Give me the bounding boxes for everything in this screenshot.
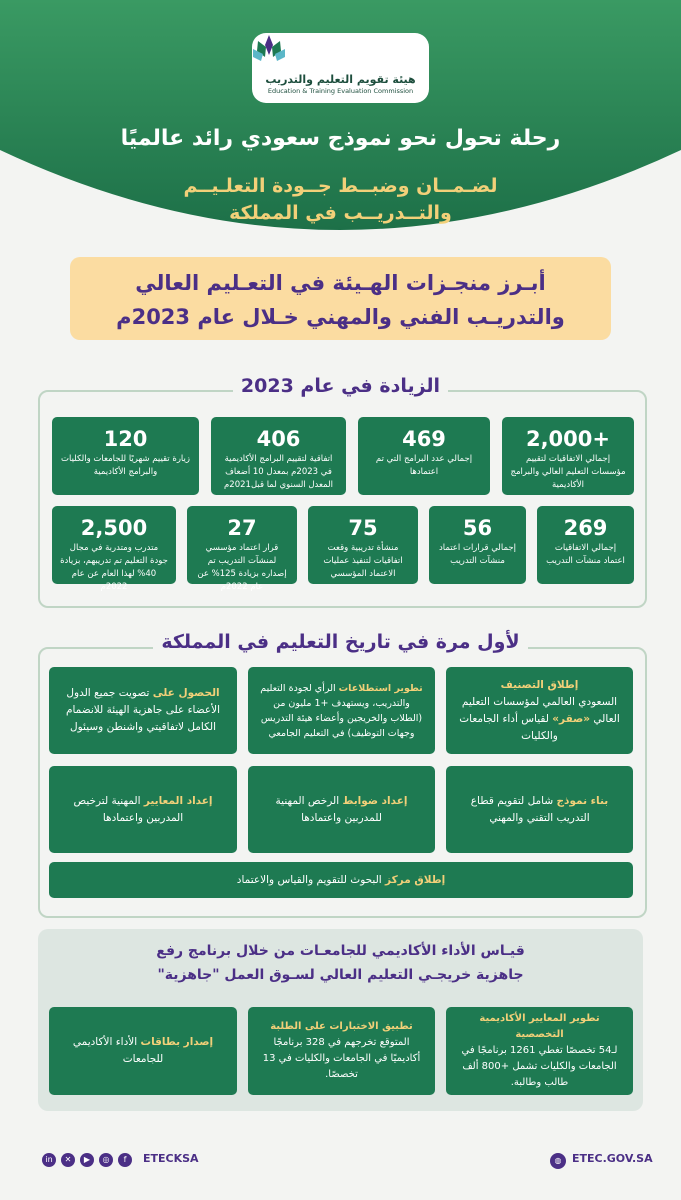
logo-text-english: Education & Training Evaluation Commission <box>267 87 414 95</box>
card-text: تصويت جميع الدول الأعضاء على جاهزية الهيئة للانضمام الكامل لاتفاقيتي واشنطن وسيئول <box>65 687 220 733</box>
research-center-card <box>49 862 633 898</box>
increase-title-text: الزيادة في عام 2023 <box>233 375 448 397</box>
highlight-text: إطلاق مركز <box>385 874 446 886</box>
card-text: المتوقع تخرجهم في 328 برنامجًا أكاديميًا في الجامعات والكليات في 13 تخصصًا. <box>262 1037 421 1080</box>
stat-caption: منشأة تدريبية وقعت اتفاقيات لتنفيذ عمليات الاعتماد المؤسسي <box>323 543 403 579</box>
first-time-title <box>0 631 681 653</box>
card-text: الرخص المهنية للمدربين واعتمادها <box>275 794 382 824</box>
logo-text-arabic: هيئة تقويم التعليم والتدريب <box>265 73 416 86</box>
logo <box>252 33 429 103</box>
highlight-text: تطوير المعايير الأكاديمية التخصصية <box>479 1013 600 1040</box>
hero-title: رحلة تحول نحو نموذج سعودي رائد عالميًا <box>120 126 561 151</box>
hero-subtitle-line1: لضـمــان وضبــط جــودة التعلـيــم <box>183 175 498 197</box>
banner-line1: أبـرز منجـزات الهـيئة في التعـليم العالي <box>135 271 546 295</box>
social-handle[interactable]: ETECKSA <box>143 1152 199 1165</box>
card-text: شامل لتقويم قطاع التدريب التقني والمهني <box>470 794 590 824</box>
achievements-banner <box>70 257 611 340</box>
stat-card <box>429 506 526 584</box>
logo-mark-icon <box>252 33 286 63</box>
first-card <box>446 667 633 754</box>
card-text: لقياس أداء الجامعات والكليات <box>459 712 558 742</box>
increase-title <box>0 375 681 397</box>
card-text: الأداء الأكاديمي للجامعات <box>72 1036 164 1065</box>
stat-card <box>358 417 490 495</box>
stat-number: 2,500 <box>80 516 148 540</box>
globe-icon[interactable]: ◍ <box>550 1153 566 1169</box>
highlight-text: تطبيق الاختبارات على الطلبة <box>270 1021 413 1032</box>
card-text: الرأي لجودة التعليم والتدريب، ويستهدف +1 مليون من (الطلاب والخريجين وأعضاء هيئة التدريس وجهات التوظيف) في التعليم الجامعي <box>260 682 423 739</box>
stat-card <box>52 417 199 495</box>
stat-card <box>308 506 418 584</box>
stat-card <box>52 506 176 592</box>
highlight-text: إصدار بطاقات <box>140 1036 214 1048</box>
stat-number: 120 <box>103 427 148 451</box>
stat-caption: إجمالي الاتفاقيات اعتماد منشآت التدريب <box>546 543 625 566</box>
highlight-text: بناء نموذج <box>556 794 609 807</box>
stat-number: +2,000 <box>525 427 611 451</box>
highlight-text: إعداد المعايير <box>143 794 213 807</box>
stat-caption: إجمالي الاتفاقيات لتقييم مؤسسات التعليم العالي والبرامج الأكاديمية <box>510 454 626 490</box>
stat-card <box>211 417 346 495</box>
hero-header <box>0 0 681 258</box>
first-card <box>248 667 435 754</box>
highlight-text: «صقر» <box>552 712 591 725</box>
stat-caption: زيارة تقييم شهريًا للجامعات والكليات والبرامج الأكاديمية <box>60 454 190 477</box>
first-time-title-text: لأول مرة في تاريخ التعليم في المملكة <box>153 631 527 653</box>
facebook-icon[interactable]: f <box>118 1153 132 1167</box>
footer <box>0 1140 681 1180</box>
stat-card <box>187 506 297 592</box>
x-icon[interactable]: ✕ <box>61 1153 75 1167</box>
first-card <box>49 766 237 853</box>
linkedin-icon[interactable]: in <box>42 1153 56 1167</box>
card-text: البحوث للتقويم والقياس والاعتماد <box>236 874 382 886</box>
banner-line2: والتدريـب الفني والمهني خـلال عام 2023م <box>116 305 565 329</box>
measure-card <box>446 1007 633 1095</box>
stat-caption: إجمالي عدد البرامج التي تم اعتمادها <box>375 454 473 477</box>
measure-card <box>49 1007 237 1095</box>
stat-caption: إجمالي قرارات اعتماد منشآت التدريب <box>438 543 517 566</box>
stat-number: 269 <box>563 516 608 540</box>
highlight-text: تطوير استطلاعات <box>338 682 423 694</box>
first-card <box>49 667 237 754</box>
card-text: المهنية لترخيص المدربين واعتمادها <box>73 794 184 824</box>
instagram-icon[interactable]: ◎ <box>99 1153 113 1167</box>
stat-number: 56 <box>462 516 493 540</box>
stat-number: 469 <box>402 427 446 451</box>
stat-card <box>537 506 634 584</box>
first-card <box>446 766 633 853</box>
stat-caption: متدرب ومتدربة في مجال جودة التعليم تم تدريبهم، بزيادة 40% لهذا العام عن عام 2022م <box>60 543 168 592</box>
highlight-text: إطلاق التصنيف <box>500 678 579 691</box>
card-text: السعودي العالمي لمؤسسات التعليم العالي <box>461 695 620 725</box>
highlight-text: إعداد ضوابط <box>342 794 408 807</box>
stat-number: 406 <box>256 427 301 451</box>
measure-card <box>248 1007 435 1095</box>
highlight-text: الحصول على <box>152 687 220 699</box>
stat-number: 27 <box>227 516 257 540</box>
stat-caption: اتفاقية لتقييم البرامج الأكاديمية في 2023م بمعدل 10 أضعاف المعدل السنوي لما قبل2021م <box>224 454 333 490</box>
hero-subtitle-line2: والتــدريــب في المملكة <box>229 202 452 224</box>
youtube-icon[interactable]: ▶ <box>80 1153 94 1167</box>
measure-title-line1: قيـاس الأداء الأكاديمي للجامعـات من خلال برنامج رفع <box>156 943 525 959</box>
card-text: لـ54 تخصصًا تغطي 1261 برنامجًا في الجامعات والكليات تشمل +800 ألف طالب وطالبة. <box>461 1045 618 1088</box>
stat-number: 75 <box>348 516 378 540</box>
stat-caption: قرار اعتماد مؤسسي لمنشآت التدريب تم إصداره بزيادة 125% عن عام 2022م <box>197 543 287 592</box>
first-card <box>248 766 435 853</box>
website-link[interactable]: ETEC.GOV.SA <box>572 1152 653 1165</box>
measure-title-line2: جاهزية خريجـي التعليم العالي لسـوق العمل "جاهزية" <box>157 967 524 983</box>
stat-card <box>502 417 634 495</box>
